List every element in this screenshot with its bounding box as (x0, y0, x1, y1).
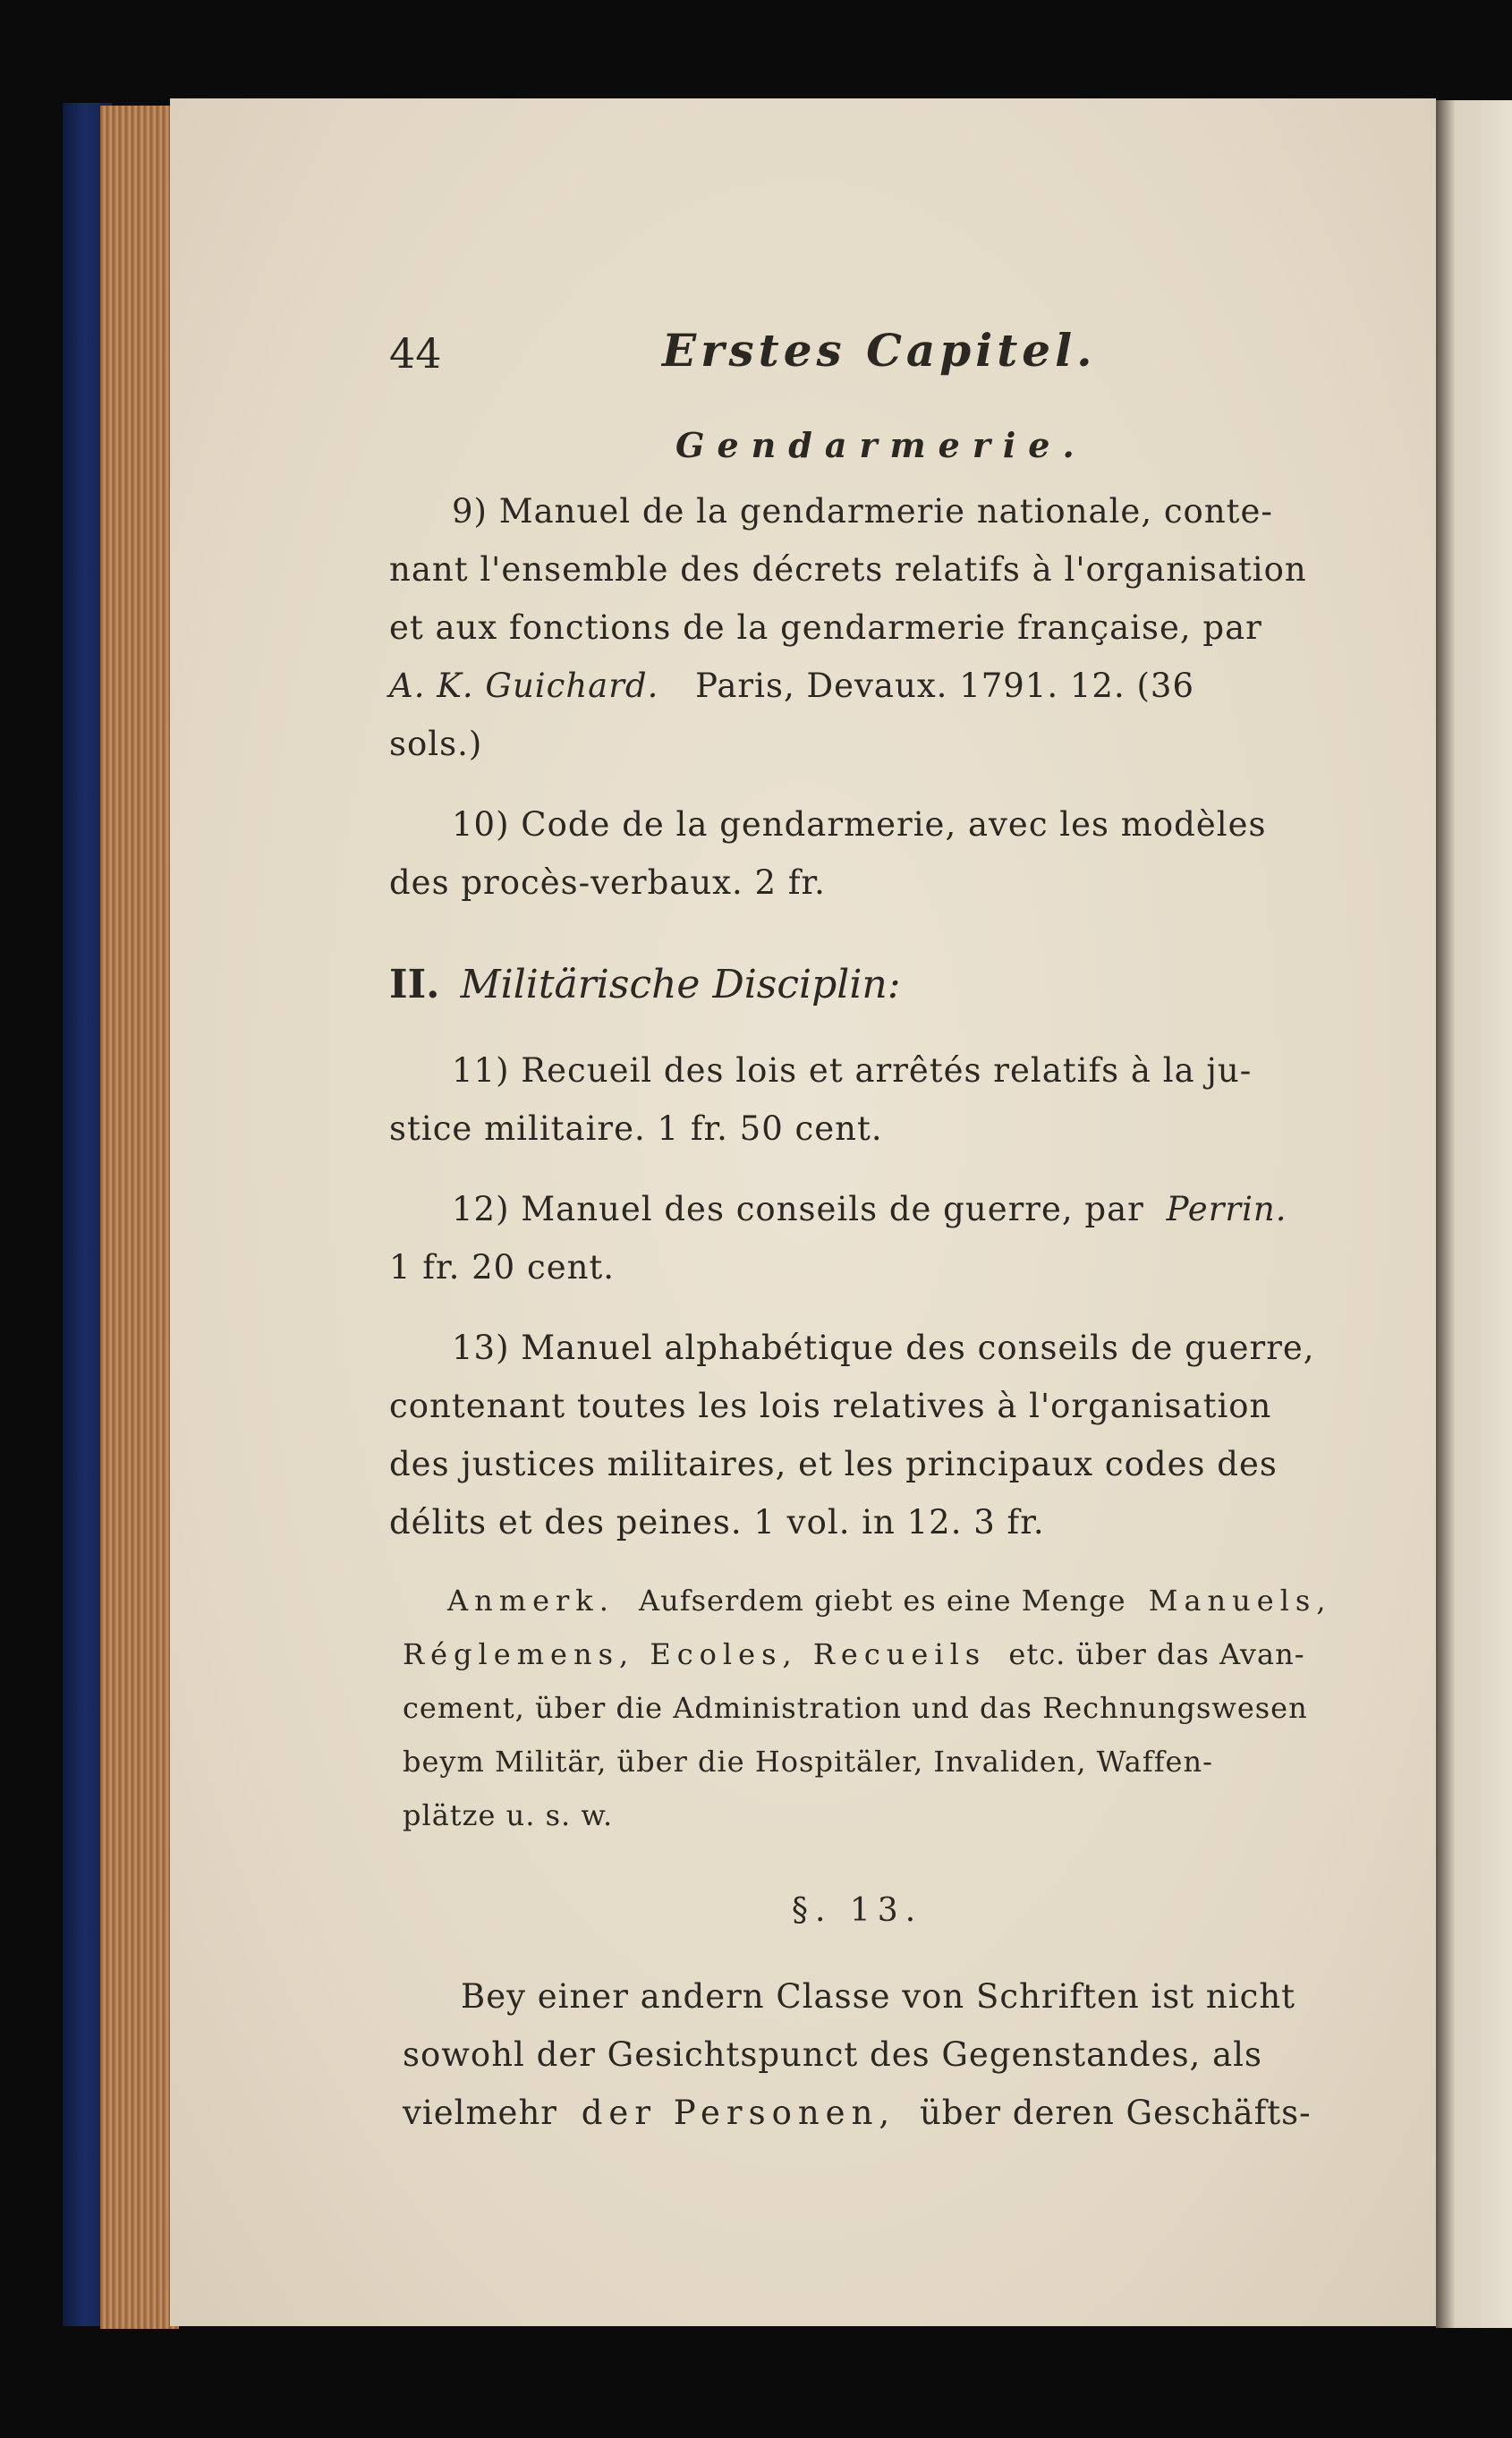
entry-10-line-2: des procès-verbaux. 2 fr. (389, 863, 826, 902)
entry-9-author: A. K. Guichard. (389, 667, 659, 705)
entry-9-line-3: et aux fonctions de la gendarmerie française, par (389, 608, 1262, 647)
entry-11-line-1: 11) Recueil des lois et arrêtés relatifs à la ju- (452, 1051, 1253, 1090)
entry-12-line-2: 1 fr. 20 cent. (389, 1248, 616, 1287)
note-line-5: plätze u. s. w. (403, 1798, 614, 1832)
entry-13-line-4: délits et des peines. 1 vol. in 12. 3 fr. (389, 1503, 1045, 1542)
note-line-2 (403, 1637, 1305, 1671)
entry-12-text: 12) Manuel des conseils de guerre, par (452, 1190, 1144, 1228)
note-label: Anmerk. (447, 1584, 615, 1618)
section-heading-ii (389, 962, 901, 1007)
section-title: Militärische Disciplin: (460, 962, 901, 1007)
note-line-4: beym Militär, über die Hospitäler, Invaliden, Waffen- (403, 1745, 1213, 1779)
entry-9-line-1: 9) Manuel de la gendarmerie nationale, conte- (452, 492, 1273, 531)
closing-line-3-spaced: der Personen, (581, 2094, 896, 2132)
note-line-2-text: etc. über das Avan- (1008, 1637, 1305, 1671)
chapter-title: Erstes Capitel. (662, 324, 1097, 377)
closing-line-3 (403, 2094, 1312, 2132)
section-heading-gendarmerie: Gendarmerie. (675, 425, 1087, 465)
entry-9-imprint: Paris, Devaux. 1791. 12. (36 (695, 667, 1195, 705)
note-line-1-text: Aufserdem giebt es eine Menge (639, 1584, 1126, 1618)
note-line-3: cement, über die Administration und das Rechnungswesen (403, 1691, 1308, 1725)
entry-13-line-1: 13) Manuel alphabétique des conseils de guerre, (452, 1329, 1315, 1367)
entry-12-line-1 (452, 1190, 1287, 1228)
book-page (170, 98, 1436, 2326)
entry-10-line-1: 10) Code de la gendarmerie, avec les modèles (452, 805, 1267, 844)
note-line-1-spaced: Manuels, (1148, 1584, 1332, 1618)
entry-11-line-2: stice militaire. 1 fr. 50 cent. (389, 1109, 883, 1148)
entry-9-line-4 (389, 667, 1194, 705)
facing-page (1436, 100, 1512, 2328)
closing-line-3-pre: vielmehr (403, 2094, 557, 2132)
entry-13-line-3: des justices militaires, et les principaux codes des (389, 1445, 1278, 1483)
entry-9-line-2: nant l'ensemble des décrets relatifs à l'organisation (389, 550, 1307, 589)
closing-line-3-post: über deren Geschäfts- (919, 2094, 1312, 2132)
page-edges (100, 106, 179, 2329)
section-numeral: II. (389, 962, 440, 1007)
paragraph-mark: §. 13. (792, 1892, 923, 1929)
note-line-1 (447, 1584, 1332, 1618)
entry-12-author: Perrin. (1166, 1190, 1287, 1228)
closing-line-1: Bey einer andern Classe von Schriften ist nicht (461, 1977, 1296, 2016)
note-line-2-spaced: Réglemens, Ecoles, Recueils (403, 1637, 987, 1671)
page-number: 44 (389, 329, 442, 378)
entry-9-line-5: sols.) (389, 725, 483, 763)
closing-line-2: sowohl der Gesichtspunct des Gegenstandes, als (403, 2035, 1262, 2074)
entry-13-line-2: contenant toutes les lois relatives à l'organisation (389, 1387, 1272, 1425)
